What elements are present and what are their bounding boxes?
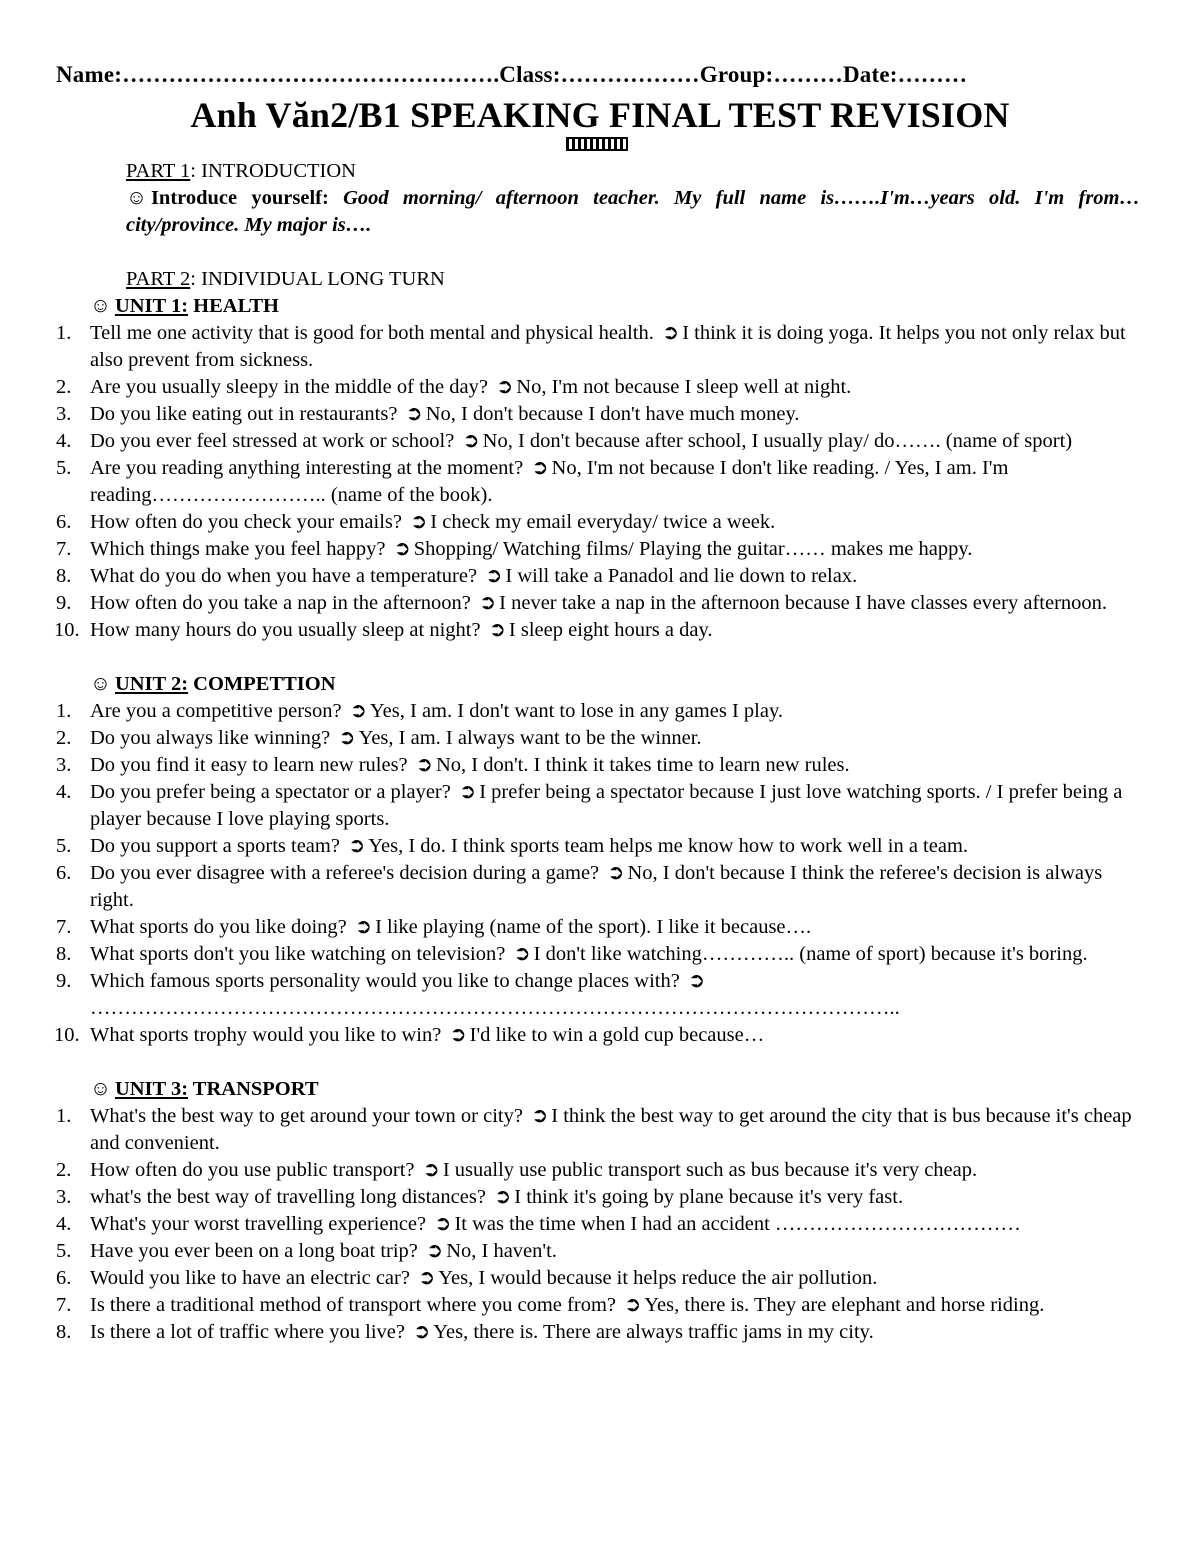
- arrow-icon: ➲: [354, 916, 373, 938]
- part2-label: PART 2: [126, 268, 191, 290]
- answer-text: I like playing (name of the sport). I like it because….: [375, 916, 812, 938]
- question-item: [56, 590, 1140, 617]
- unit-label: UNIT 1:: [114, 295, 189, 317]
- answer-text: Shopping/ Watching films/ Playing the guitar…… makes me happy.: [413, 538, 973, 560]
- answer-text: I think it's going by plane because it's very fast.: [514, 1186, 904, 1208]
- answer-text: Yes, I would because it helps reduce the air pollution.: [438, 1267, 878, 1289]
- arrow-icon: ➲: [348, 835, 366, 857]
- question-text: How often do you take a nap in the afternoon?: [90, 592, 471, 614]
- question-item: [56, 698, 1140, 725]
- item-number: 3.: [56, 1186, 72, 1208]
- arrow-icon: ➲: [349, 700, 367, 722]
- question-item: [56, 401, 1140, 428]
- arrow-icon: ➲: [607, 862, 625, 884]
- question-item: [56, 1319, 1140, 1346]
- question-item: [56, 725, 1140, 752]
- item-number: 3.: [56, 403, 72, 425]
- item-number: 5.: [56, 835, 72, 857]
- item-number: 10.: [54, 1024, 80, 1046]
- answer-text: I think it is doing yoga. It helps you not only relax but also prevent from sickness.: [90, 322, 1126, 371]
- content: [56, 158, 1140, 1346]
- unit-heading: [90, 1076, 1140, 1103]
- question-item: [56, 1211, 1140, 1238]
- question-text: Is there a traditional method of transport where you come from?: [90, 1294, 616, 1316]
- intro-lead: Introduce yourself:: [150, 187, 329, 209]
- answer-text: No, I'm not because I don't like reading. / Yes, I am. I'm reading…………………….. (name of the book).: [90, 457, 1009, 506]
- question-text: Which famous sports personality would you like to change places with?: [90, 970, 680, 992]
- question-item: [56, 320, 1140, 374]
- item-number: 4.: [56, 1213, 72, 1235]
- arrow-icon: ➲: [418, 1267, 436, 1289]
- answer-text: No, I don't because I don't have much money.: [425, 403, 800, 425]
- item-number: 1.: [56, 322, 72, 344]
- unit-heading: [90, 671, 1140, 698]
- arrow-icon: ➲: [410, 511, 428, 533]
- question-text: How often do you check your emails?: [90, 511, 402, 533]
- question-text: Are you usually sleepy in the middle of the day?: [90, 376, 488, 398]
- item-number: 10.: [54, 619, 80, 641]
- arrow-icon: ➲: [413, 1321, 431, 1343]
- arrow-icon: ➲: [434, 1213, 452, 1235]
- answer-text: I think the best way to get around the city that is bus because it's cheap and convenient.: [90, 1105, 1132, 1154]
- unit-name: COMPETTION: [188, 673, 336, 695]
- arrow-icon: ➲: [478, 592, 497, 614]
- item-number: 9.: [56, 970, 72, 992]
- item-number: 9.: [56, 592, 72, 614]
- question-item: [56, 1238, 1140, 1265]
- answer-text: Yes, there is. There are always traffic jams in my city.: [433, 1321, 874, 1343]
- answer-text: No, I don't because I think the referee's decision is always right.: [90, 862, 1103, 911]
- question-list: [56, 698, 1140, 1049]
- answer-text: I'd like to win a gold cup because…: [469, 1024, 765, 1046]
- question-text: Have you ever been on a long boat trip?: [90, 1240, 418, 1262]
- student-info-line: Name:………………………………………….Class:………………Group:………Date:………: [56, 62, 968, 87]
- unit-name: TRANSPORT: [188, 1078, 319, 1100]
- question-item: [56, 1157, 1140, 1184]
- item-number: 5.: [56, 457, 72, 479]
- question-item: [56, 968, 1140, 1022]
- item-number: 7.: [56, 538, 72, 560]
- question-item: [56, 779, 1140, 833]
- question-list: [56, 320, 1140, 644]
- question-text: What sports do you like doing?: [90, 916, 347, 938]
- smiley-icon: ☺: [126, 187, 147, 209]
- question-text: Would you like to have an electric car?: [90, 1267, 410, 1289]
- answer-text: I will take a Panadol and lie down to relax.: [505, 565, 858, 587]
- item-number: 8.: [56, 565, 72, 587]
- question-item: [56, 563, 1140, 590]
- answer-text: No, I haven't.: [446, 1240, 557, 1262]
- page-title: Anh Văn2/B1 SPEAKING FINAL TEST REVISION: [190, 95, 1010, 135]
- question-text: Do you always like winning?: [90, 727, 331, 749]
- arrow-icon: ➲: [624, 1294, 642, 1316]
- units-container: [56, 293, 1140, 1346]
- item-number: 2.: [56, 1159, 72, 1181]
- question-text: Is there a lot of traffic where you live?: [90, 1321, 405, 1343]
- question-item: [56, 455, 1140, 509]
- arrow-icon: ➲: [459, 781, 477, 803]
- question-item: [56, 1292, 1140, 1319]
- arrow-icon: ➲: [338, 727, 356, 749]
- answer-text: No, I'm not because I sleep well at night.: [516, 376, 852, 398]
- arrow-icon: ➲: [485, 565, 503, 587]
- part2-title: : INDIVIDUAL LONG TURN: [190, 268, 445, 290]
- question-item: [56, 752, 1140, 779]
- answer-text: I usually use public transport such as bus because it's very cheap.: [442, 1159, 978, 1181]
- question-text: How often do you use public transport?: [90, 1159, 415, 1181]
- question-item: [56, 509, 1140, 536]
- question-item: [56, 1103, 1140, 1157]
- part1-label: PART 1: [126, 160, 191, 182]
- item-number: 6.: [56, 511, 72, 533]
- question-text: Are you reading anything interesting at the moment?: [90, 457, 524, 479]
- item-number: 7.: [56, 916, 72, 938]
- title-ornament: [566, 137, 628, 151]
- question-item: [56, 1184, 1140, 1211]
- arrow-icon: ➲: [462, 430, 480, 452]
- answer-text: I prefer being a spectator because I just love watching sports. / I prefer being a player because I love playing sports.: [90, 781, 1123, 830]
- question-text: What sports don't you like watching on television?: [90, 943, 506, 965]
- answer-text: Yes, I am. I don't want to lose in any games I play.: [369, 700, 783, 722]
- arrow-icon: ➲: [513, 943, 531, 965]
- arrow-icon: ➲: [531, 1105, 549, 1127]
- arrow-icon: ➲: [415, 754, 433, 776]
- question-text: What's the best way to get around your town or city?: [90, 1105, 523, 1127]
- part1-title: : INTRODUCTION: [190, 160, 356, 182]
- unit-heading: [90, 293, 1140, 320]
- item-number: 4.: [56, 781, 72, 803]
- item-number: 7.: [56, 1294, 72, 1316]
- question-item: [56, 833, 1140, 860]
- smiley-icon: ☺: [90, 673, 111, 695]
- question-list: [56, 1103, 1140, 1346]
- item-number: 3.: [56, 754, 72, 776]
- item-number: 1.: [56, 700, 72, 722]
- answer-text: Yes, I do. I think sports team helps me know how to work well in a team.: [368, 835, 969, 857]
- part1-heading: [126, 158, 1140, 185]
- item-number: 8.: [56, 1321, 72, 1343]
- answer-text: I don't like watching………….. (name of sport) because it's boring.: [533, 943, 1088, 965]
- answer-text: Yes, there is. They are elephant and horse riding.: [644, 1294, 1045, 1316]
- answer-text: I never take a nap in the afternoon because I have classes every afternoon.: [499, 592, 1108, 614]
- item-number: 1.: [56, 1105, 72, 1127]
- question-text: What sports trophy would you like to win?: [90, 1024, 442, 1046]
- answer-text: I sleep eight hours a day.: [508, 619, 713, 641]
- item-number: 8.: [56, 943, 72, 965]
- answer-text: No, I don't. I think it takes time to learn new rules.: [435, 754, 850, 776]
- question-text: Do you ever feel stressed at work or school?: [90, 430, 455, 452]
- item-number: 2.: [56, 376, 72, 398]
- question-text: How many hours do you usually sleep at night?: [90, 619, 481, 641]
- question-text: Do you find it easy to learn new rules?: [90, 754, 408, 776]
- part2-heading: [126, 266, 1140, 293]
- arrow-icon: ➲: [449, 1024, 467, 1046]
- question-text: Do you support a sports team?: [90, 835, 340, 857]
- item-number: 6.: [56, 1267, 72, 1289]
- question-text: Do you prefer being a spectator or a player?: [90, 781, 451, 803]
- arrow-icon: ➲: [488, 619, 506, 641]
- question-item: [56, 1022, 1140, 1049]
- part1-intro: [126, 185, 1140, 239]
- question-item: [56, 860, 1140, 914]
- unit-label: UNIT 3:: [114, 1078, 189, 1100]
- item-number: 5.: [56, 1240, 72, 1262]
- question-item: [56, 374, 1140, 401]
- question-text: Do you like eating out in restaurants?: [90, 403, 398, 425]
- smiley-icon: ☺: [90, 1078, 111, 1100]
- answer-text: ………………………………………………………………………………………………………..: [90, 997, 900, 1019]
- question-item: [56, 536, 1140, 563]
- question-text: Are you a competitive person?: [90, 700, 342, 722]
- arrow-icon: ➲: [393, 538, 411, 560]
- answer-text: I check my email everyday/ twice a week.: [430, 511, 776, 533]
- question-text: Do you ever disagree with a referee's decision during a game?: [90, 862, 600, 884]
- arrow-icon: ➲: [531, 457, 549, 479]
- question-text: Which things make you feel happy?: [90, 538, 386, 560]
- question-text: Tell me one activity that is good for both mental and physical health.: [90, 322, 654, 344]
- answer-text: Yes, I am. I always want to be the winner.: [358, 727, 702, 749]
- question-item: [56, 428, 1140, 455]
- question-item: [56, 1265, 1140, 1292]
- item-number: 2.: [56, 727, 72, 749]
- arrow-icon: ➲: [494, 1186, 512, 1208]
- arrow-icon: ➲: [405, 403, 423, 425]
- arrow-icon: ➲: [662, 322, 680, 344]
- question-item: [56, 914, 1140, 941]
- item-number: 6.: [56, 862, 72, 884]
- answer-text: No, I don't because after school, I usually play/ do……. (name of sport): [482, 430, 1073, 452]
- arrow-icon: ➲: [422, 1159, 440, 1181]
- intro-answer: Good morning/ afternoon teacher. My full name is…….I'm…years old. I'm from… city/province. My major is….: [126, 187, 1140, 236]
- item-number: 4.: [56, 430, 72, 452]
- unit-name: HEALTH: [188, 295, 279, 317]
- question-text: what's the best way of travelling long distances?: [90, 1186, 486, 1208]
- question-item: [56, 617, 1140, 644]
- unit-label: UNIT 2:: [114, 673, 189, 695]
- arrow-icon: ➲: [426, 1240, 444, 1262]
- answer-text: It was the time when I had an accident ………………………………: [454, 1213, 1021, 1235]
- smiley-icon: ☺: [90, 295, 111, 317]
- arrow-icon: ➲: [496, 376, 514, 398]
- question-item: [56, 941, 1140, 968]
- question-text: What's your worst travelling experience?: [90, 1213, 427, 1235]
- question-text: What do you do when you have a temperature?: [90, 565, 478, 587]
- arrow-icon: ➲: [687, 970, 706, 992]
